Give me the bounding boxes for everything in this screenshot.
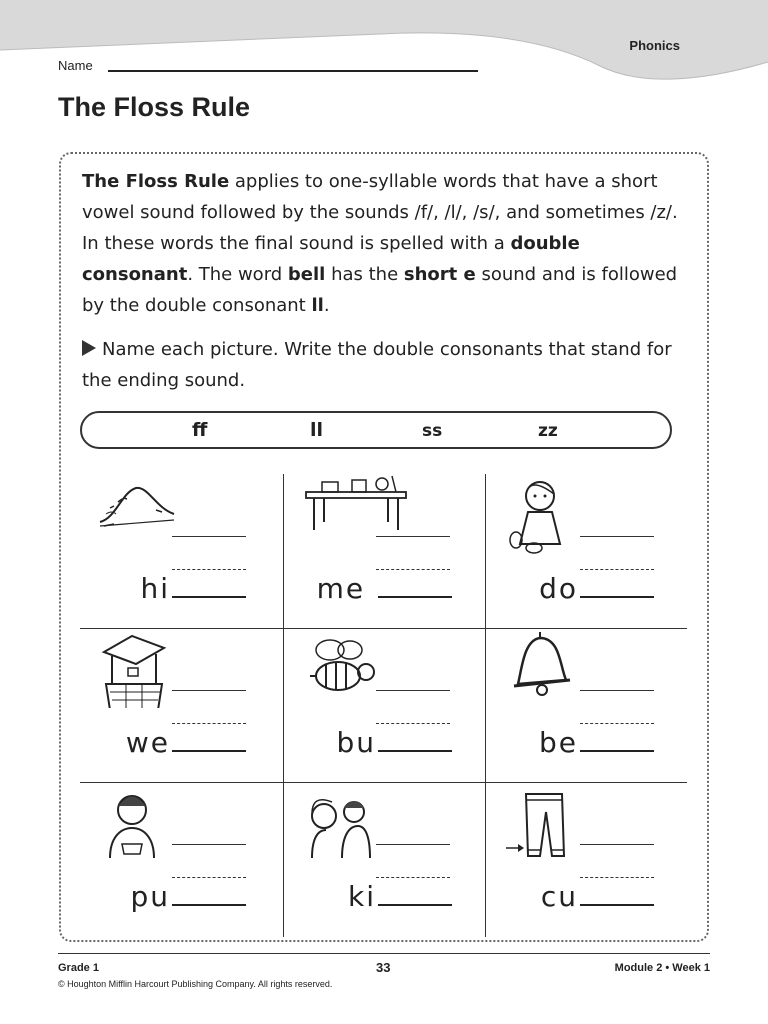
picture-cell xyxy=(292,628,494,782)
page-number: 33 xyxy=(376,960,391,975)
word-stem: pu xyxy=(86,878,246,913)
word-bank xyxy=(80,411,672,449)
name-line[interactable] xyxy=(108,70,478,72)
answer-line[interactable] xyxy=(580,536,654,537)
picture-cell xyxy=(494,782,696,936)
intro-paragraph: The Floss Rule applies to one-syllable words that have a short vowel sound followed by the sounds /f/, /l/, /s/, and sometimes /z/. In these words the final sound is spelled with a double consonant. The word bell has the short e sound and is followed by the double consonant ll. xyxy=(82,171,678,316)
kiss-icon xyxy=(302,782,382,862)
word-bank-item: zz xyxy=(538,421,558,441)
copyright: © Houghton Mifflin Harcourt Publishing Company. All rights reserved. xyxy=(58,979,333,989)
triangle-arrow-icon xyxy=(82,340,96,356)
answer-line[interactable] xyxy=(172,844,246,845)
picture-cell xyxy=(86,782,288,936)
module-label: Module 2 • Week 1 xyxy=(614,962,710,974)
word-stem: be xyxy=(494,724,654,759)
answer-line[interactable] xyxy=(580,690,654,691)
picture-cell xyxy=(86,628,288,782)
word-bank-item: ll xyxy=(310,419,324,441)
hill-icon xyxy=(96,474,176,554)
pants-cuff-icon xyxy=(504,782,584,862)
doll-icon xyxy=(504,474,584,554)
boy-pudding-icon xyxy=(96,782,176,862)
footer-rule xyxy=(58,953,710,954)
picture-cell xyxy=(292,474,494,628)
answer-line[interactable] xyxy=(172,690,246,691)
answer-line[interactable] xyxy=(580,844,654,845)
bell-icon xyxy=(504,628,584,708)
wishing-well-icon xyxy=(96,628,176,708)
word-bank-item: ss xyxy=(422,421,443,441)
page-title: The Floss Rule xyxy=(58,92,251,122)
grade-label: Grade 1 xyxy=(58,962,99,974)
answer-line[interactable] xyxy=(376,536,450,537)
answer-line[interactable] xyxy=(172,536,246,537)
word-bank-item: ff xyxy=(192,419,208,441)
word-stem: ki xyxy=(292,878,452,913)
bee-icon xyxy=(302,628,382,708)
answer-line[interactable] xyxy=(376,844,450,845)
word-stem: do xyxy=(494,570,654,605)
answer-line[interactable] xyxy=(376,690,450,691)
word-stem: cu xyxy=(494,878,654,913)
picture-cell xyxy=(292,782,494,936)
word-stem: me xyxy=(292,570,452,605)
messy-table-icon xyxy=(302,474,412,554)
word-stem: we xyxy=(86,724,246,759)
picture-cell xyxy=(494,628,696,782)
picture-cell xyxy=(86,474,288,628)
picture-cell xyxy=(494,474,696,628)
instruction: Name each picture. Write the double consonants that stand for the ending sound. xyxy=(82,339,672,391)
subject-label: Phonics xyxy=(629,38,680,53)
name-label: Name xyxy=(58,58,93,73)
word-stem: bu xyxy=(292,724,452,759)
word-stem: hi xyxy=(86,570,246,605)
